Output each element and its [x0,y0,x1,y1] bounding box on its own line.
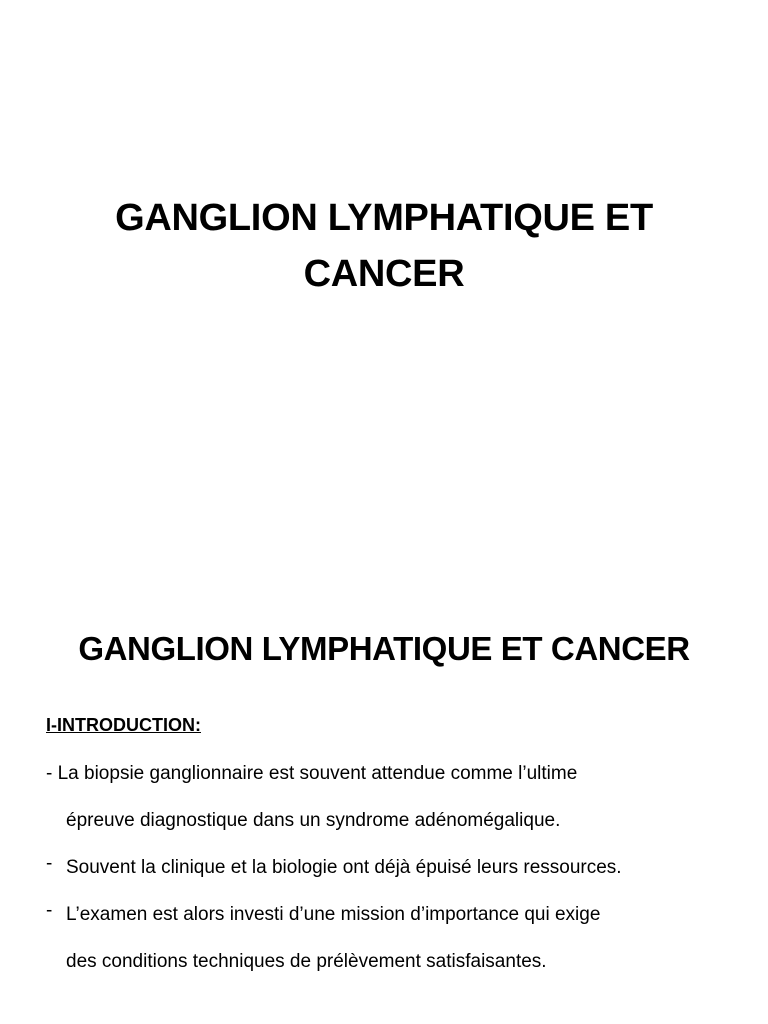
bullet-dash: - [46,900,53,921]
bullet-line-1: L’examen est alors investi d’une mission d’importance qui exige [66,904,601,925]
slide-title [60,190,708,302]
bullet-line-1: Souvent la clinique et la biologie ont déjà épuisé leurs ressources. [66,857,622,878]
slide-body [46,712,736,985]
content-slide [0,580,768,1024]
bullet-line-2: des conditions techniques de prélèvement satisfaisantes. [66,951,547,972]
slide-title-line-2: CANCER [303,253,465,295]
section-heading: I-INTRODUCTION: [46,715,201,735]
bullet-dash: - [46,853,53,874]
bullet-item [46,844,736,891]
intro-line-2: épreuve diagnostique dans un syndrome adénomégalique. [66,810,561,831]
slide-title: GANGLION LYMPHATIQUE ET CANCER [78,630,690,667]
intro-line-1: - La biopsie ganglionnaire est souvent attendue comme l’ultime [46,763,578,784]
slide-title-line-1: GANGLION LYMPHATIQUE ET [115,197,653,239]
intro-paragraph [46,750,736,844]
bullet-item [46,891,736,985]
